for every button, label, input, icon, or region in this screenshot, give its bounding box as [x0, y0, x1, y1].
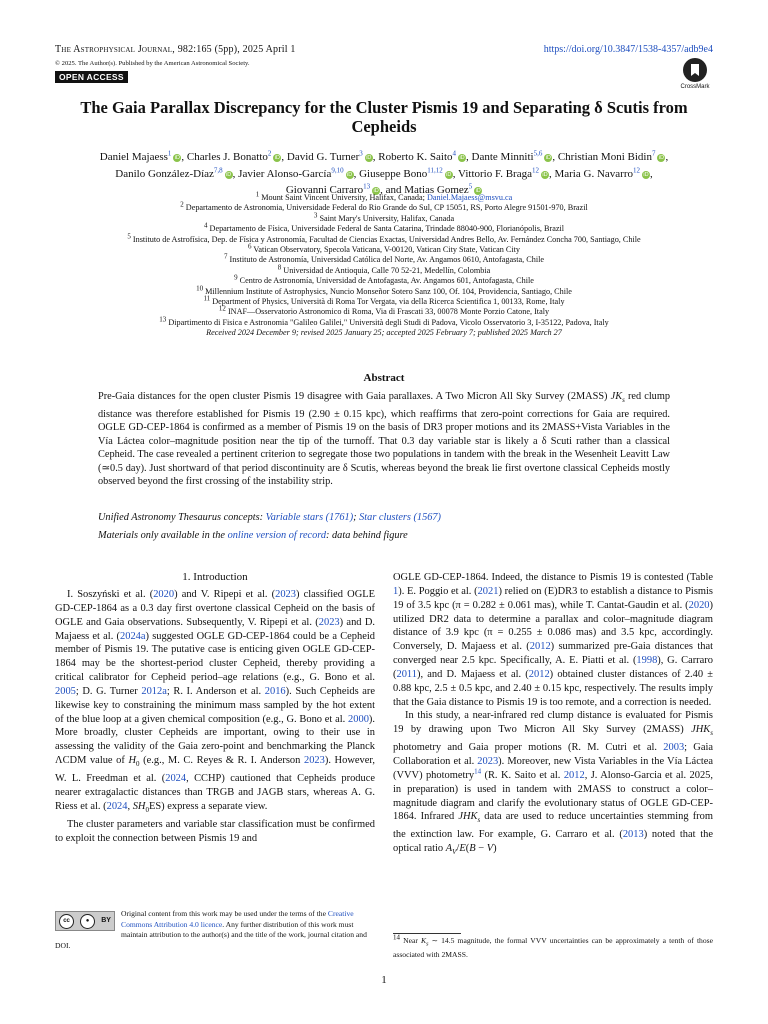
affiliation-line: $^2$ Departamento de Astronomia, Universidade Federal do Rio Grande do Sul, CP 15051, RS, Porto Alegre 91501-970, Brazil [180, 200, 588, 213]
ref-link[interactable]: 2016 [264, 685, 286, 697]
cc-by-badge[interactable] [55, 911, 115, 931]
author-name: Giovanni Carraro$^{13}$iD [285, 182, 379, 196]
author-name: Christian Moni Bidin$^7$iD [557, 149, 665, 163]
orcid-icon[interactable]: iD [174, 155, 180, 161]
orcid-icon[interactable]: iD [542, 171, 548, 178]
orcid-icon[interactable]: iD [226, 171, 232, 178]
affiliation-marker[interactable]: 11,12 [427, 165, 443, 174]
affiliation-marker[interactable]: 2 [267, 149, 272, 158]
ref-link[interactable]: 2023 [318, 616, 340, 628]
author-list: Daniel Majaess$^1$iD, Charles J. Bonatto$^2$iD, David G. Turner$^3$iD, Roberto K. Saito$^4$iD, Dante Minniti$^{5,6}$iD, Christian Moni Bidin$^7$iD, Danilo González-Díaz$^{7,8}$iD, Javier Alonso-García$^{9,10}$iD, Giuseppe Bono$^{11,12}$iD, Vittorio F. Braga$^{12}$iD, Maria G. Navarro$^{12}$iD, Giovanni Carraro$^{13}$iD, and Matias Gomez$^5$iD [99, 149, 669, 196]
ref-link[interactable]: 2003 [663, 742, 685, 754]
email-link[interactable]: Daniel.Majaess@msvu.ca [426, 193, 513, 202]
ref-link[interactable]: 2012 [563, 769, 585, 781]
author-name: Danilo González-Díaz$^{7,8}$iD [115, 165, 232, 180]
author-name: Maria G. Navarro$^{12}$iD [554, 165, 649, 180]
cc-by-label: BY [101, 916, 111, 924]
ref-link[interactable]: 2023 [477, 756, 499, 768]
uat-concepts: Unified Astronomy Thesaurus concepts: Variable stars (1761); Star clusters (1567) [98, 512, 441, 523]
crossmark-icon [683, 58, 707, 82]
body-column-left: I. Soszyński et al. (2020) and V. Ripepi et al. (2023) classified OGLE GD-CEP-1864 as a 0.3 day first overtone classical Cepheid on the basis of OGLE and Gaia observations. Subsequently, V. Ripepi et al. (2023) and D. Majaess et al. (2024a) suggested OGLE GD-CEP-1864 could be a Cepheid member of Pismis 19. The putative case is enticing given OGLE GD-CEP-1864 may be the shortest-period cluster Cepheid, thereby providing a critical calibrator for Cepheid period–age relations (e.g., G. Bono et al. 2005; D. G. Turner 2012a; R. I. Anderson et al. 2016). Such Cepheids are likewise key to constraining the minimum mass sampled by the hot extent of the blue loop at a given chemical composition (e.g., G. Bono et al. 2000). More broadly, cluster Cepheids are important, owing to their use in assessing the validity of the Gaia zero-point and benchmarking the Planck ΛCDM value of $H_0$ (e.g., M. C. Reyes & R. I. Anderson 2023). However, W. L. Freedman et al. (2024, CCHP) cautioned that Cepheids produce nearer extragalactic distances than TRGB and JAGB stars, whereas A. G. Riess et al. (2024, $SH_0ES$) express a separate view. The cluster parameters and variable star classification must be confirmed to exploit the connection between Pismis 19 and [55, 589, 376, 844]
open-access-badge: OPEN ACCESS [55, 71, 128, 83]
online-version-link[interactable]: online version of record [227, 530, 327, 541]
affiliation-line: $^1$ Mount Saint Vincent University, Halifax, Canada; Daniel.Majaess@msvu.ca [255, 190, 513, 202]
abstract-text: Pre-Gaia distances for the open cluster Pismis 19 disagree with Gaia parallaxes. A Two Micron All Sky Survey (2MASS) $JK_s$ red clump distance was therefore established for Pismis 19 (2.90 ± 0.15 kpc), which reaffirms that zero-point corrections for Gaia are required. OGLE GD-CEP-1864 is confirmed as a member of Pismis 19 on the basis of DR3 proper motions and its 2MASS+Vista Variables in the Vía Láctea color–magnitude position near the tip of the turnoff. That 0.3 day variable star is likely a δ Scuti rather than a classical Cepheid. The case revealed a pertinent criterion to segregate those two populations in tandem with the break in the Wesenheit Leavitt Law (≃0.5 day). Just shortward of that period discontinuity are δ Scutis, whereas beyond the break lie first overtone classical Cepheids mostly observed beyond the first crossing of the instability strip. [98, 391, 670, 488]
doi-link[interactable]: https://doi.org/10.3847/1538-4357/adb9e4 [543, 44, 713, 55]
author-name: Roberto K. Saito$^4$iD [378, 149, 465, 163]
journal-volume: 982:165 (5pp), 2025 April 1 [177, 44, 296, 55]
copyright-line: © 2025. The Author(s). Published by the American Astronomical Society. [55, 60, 250, 67]
body-column-right: OGLE GD-CEP-1864. Indeed, the distance to Pismis 19 is contested (Table 1). E. Poggio et al. (2021) relied on (E)DR3 to establish a distance to Pismis 19 of 3.5 kpc (π = 0.282 ± 0.061 mas), while T. Cantat-Gaudin et al. (2020) utilized DR2 data to determine a parallax and color–magnitude diagram distance of 3.9 kpc (π = 0.255 ± 0.086 mas) and 3.5 kpc, accordingly. Conversely, D. Majaess et al. (2012) summarized pre-Gaia distances that converged near 2.5 kpc. Specifically, A. E. Piatti et al. (1998), G. Carraro (2011), and D. Majaess et al. (2012) obtained cluster distances of 2.40 ± 0.88 kpc, 2.5 ± 0.5 kpc, and 2.40 ± 0.15 kpc, respectively. The results imply that the Gaia distance to Pismis 19 is too remote, and a correction is needed. In this study, a near-infrared red clump distance is evaluated for Pismis 19 by drawing upon Two Micron All Sky Survey (2MASS) $JHK_s$ photometry and Gaia proper motions (R. M. Cutri et al. 2003; Gaia Collaboration et al. 2023). Moreover, new Vista Variables in the Vía Láctea (VVV) photometry$^{14}$ (R. K. Saito et al. 2012, J. Alonso-Garcia et al. 2025, in preparation) is used in tandem with 2MASS to construct a color–magnitude diagram and clarify the evolutionary status of OGLE GD-CEP-1864. Infrared $JHK_s$ data are used to reduce uncertainties stemming from the extinction law. For example, G. Carraro et al. (2013) noted that the optical ratio $A_V/E(B - V)$ [393, 572, 714, 857]
footnote-link[interactable]: 14 [474, 767, 482, 776]
author-name: Dante Minniti$^{5,6}$iD [471, 149, 551, 163]
page-number: 1 [381, 974, 387, 986]
uat-link-variable-stars[interactable]: Variable stars (1761) [265, 512, 354, 523]
affiliation-line: $^5$ Instituto de Astrofísica, Dep. de Física y Astronomía, Facultad de Ciencias Exactas, Universidad Andres Bello, Av. Fernández Concha 700, Santiago, Chile [127, 231, 641, 244]
affiliation-marker[interactable]: 12 [632, 165, 640, 174]
orcid-icon[interactable]: iD [366, 155, 372, 161]
cc-icon: cc [59, 914, 74, 929]
affiliation-marker[interactable]: 7,8 [213, 165, 223, 174]
affiliation-line: $^7$ Instituto de Astronomía, Universidad Católica del Norte, Av. Angamos 0610, Antofagasta, Chile [223, 252, 545, 265]
orcid-icon[interactable]: iD [373, 188, 379, 194]
affiliation-line: $^4$ Departamento de Física, Universidade Federal de Santa Catarina, Trindade 88040-900, Florianópolis, Brazil [203, 221, 565, 234]
table-link[interactable]: 1 [393, 585, 399, 597]
affiliation-marker[interactable]: 7 [651, 149, 656, 158]
affiliation-line: $^3$ Saint Mary's University, Halifax, Canada [313, 211, 455, 223]
author-name: Matias Gomez$^5$iD [404, 182, 481, 196]
ref-link[interactable]: 2024 [106, 800, 128, 812]
affiliation-line: $^9$ Centro de Astronomía, Universidad de Antofagasta, Av. Angamos 601, Antofagasta, Chile [234, 273, 534, 286]
ref-link[interactable]: 2011 [396, 668, 417, 680]
affiliation-marker[interactable]: 12 [531, 165, 539, 174]
ref-link[interactable]: 2013 [622, 829, 644, 841]
affiliation-marker[interactable]: 9,10 [331, 165, 344, 174]
author-name: Javier Alonso-García$^{9,10}$iD [238, 165, 353, 180]
title-line-2: Cepheids [351, 117, 417, 136]
affiliation-line: $^8$ Universidad de Antioquia, Calle 70 52-21, Medellín, Colombia [277, 263, 491, 275]
affiliation-line: $^{13}$ Dipartimento di Fisica e Astronomia "Galileo Galilei," Università degli Studi di Padova, Vicolo Osservatorio 3, I-35122, Padova, Italy [159, 315, 609, 327]
paper-title [55, 98, 713, 136]
affiliation-line: $^6$ Vatican Observatory, Specola Vaticana, V-00120, Vatican City State, Vatican City [247, 242, 521, 255]
affiliation-marker[interactable]: 1 [167, 149, 172, 158]
license-notice: cc ● BY Original content from this work may be used under the terms of the Creative Commons Attribution 4.0 licence. Any further distribution of this work must maintain attribution to the author(s) and the title of the work, journal citation and DOI. [55, 909, 367, 950]
affiliations [55, 190, 713, 339]
orcid-icon[interactable]: iD [446, 171, 452, 178]
affiliation-line: $^{11}$ Department of Physics, Università di Roma Tor Vergata, via della Ricerca Scientifica 1, 00133, Rome, Italy [203, 294, 565, 307]
affiliation-marker[interactable]: 5,6 [533, 149, 543, 158]
ref-link[interactable]: 2024a [120, 630, 146, 642]
ref-link[interactable]: 2020 [688, 599, 710, 611]
author-name: David G. Turner$^3$iD [286, 149, 372, 163]
ref-link[interactable]: 2024 [165, 773, 187, 785]
abstract-heading: Abstract [363, 372, 405, 384]
affiliation-line: $^{12}$ INAF—Osservatorio Astronomico di Roma, Via di Frascati 33, 00078 Monte Porzio Catone, Italy [218, 304, 550, 317]
ref-link[interactable]: 2021 [477, 585, 499, 597]
ref-link[interactable]: 2023 [275, 589, 296, 600]
ref-link[interactable]: 2020 [153, 589, 175, 600]
orcid-icon[interactable]: iD [545, 155, 551, 161]
orcid-icon[interactable]: iD [475, 188, 481, 194]
footnote-14: $^{14}$ Near $K_s$ ∼ 14.5 magnitude, the formal VVV uncertainties can be approximately a tenth of those associated with 2MASS. [393, 933, 713, 960]
person-icon: ● [80, 914, 95, 929]
uat-link-star-clusters[interactable]: Star clusters (1567) [359, 512, 441, 523]
ref-link[interactable]: 2023 [303, 755, 325, 767]
author-name: Giuseppe Bono$^{11,12}$iD [359, 165, 452, 180]
footnote-rule [393, 933, 461, 934]
ref-link[interactable]: 2012 [528, 668, 550, 680]
orcid-icon[interactable]: iD [346, 171, 353, 178]
cc-licence-link[interactable]: Creative Commons Attribution 4.0 licence [121, 909, 354, 929]
affiliation-marker[interactable]: 5 [468, 182, 473, 191]
journal-name: The Astrophysical Journal, [55, 44, 175, 55]
author-name: Daniel Majaess$^1$iD [99, 149, 180, 163]
ref-link[interactable]: 2012 [529, 641, 551, 653]
journal-citation [55, 44, 296, 55]
ref-link[interactable]: 2000 [348, 713, 369, 725]
orcid-icon[interactable]: iD [274, 155, 280, 161]
section-heading-introduction: 1. Introduction [182, 571, 248, 583]
affiliation-marker[interactable]: 4 [452, 149, 457, 158]
ref-link[interactable]: 1998 [636, 655, 658, 667]
crossmark-label: CrossMark [680, 84, 710, 90]
ref-link[interactable]: 2005 [55, 685, 76, 697]
orcid-icon[interactable]: iD [459, 155, 465, 161]
ref-link[interactable]: 2012a [141, 685, 167, 697]
author-name: Vittorio F. Braga$^{12}$iD [458, 165, 548, 180]
affiliation-marker[interactable]: 3 [359, 149, 363, 158]
crossmark-button[interactable] [677, 58, 713, 90]
received-dates: Received 2024 December 9; revised 2025 January 25; accepted 2025 February 7; published 2025 March 27 [206, 328, 562, 338]
orcid-icon[interactable]: iD [658, 155, 665, 161]
affiliation-marker[interactable]: 13 [363, 182, 371, 191]
author-name: Charles J. Bonatto$^2$iD [186, 149, 280, 163]
affiliation-line: $^{10}$ Millennium Institute of Astrophysics, Nuncio Monseñor Sotero Sanz 100, Of. 104, Providencia, Santiago, Chile [196, 283, 572, 296]
orcid-icon[interactable]: iD [643, 171, 649, 178]
materials-note: Materials only available in the online version of record: data behind figure [98, 530, 408, 541]
title-line-1: The Gaia Parallax Discrepancy for the Cluster Pismis 19 and Separating δ Scutis from [80, 98, 688, 117]
